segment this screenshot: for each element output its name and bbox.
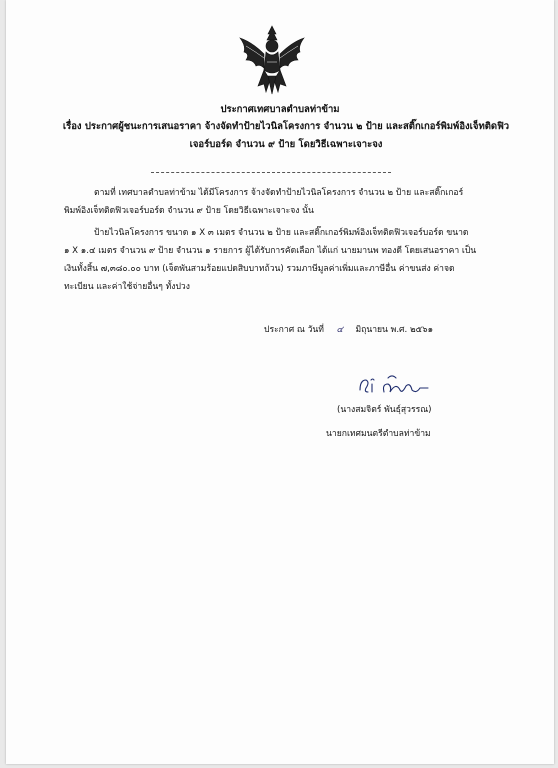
- signatory-name: (นางสมจิตร์ พันธุ์สุวรรณ): [337, 405, 432, 415]
- paragraph-2-line-4: ทะเบียน และค่าใช้จ่ายอื่นๆ ทั้งปวง: [64, 282, 190, 292]
- date-month-year: มิถุนายน พ.ศ. ๒๕๖๑: [355, 325, 434, 335]
- announcement-date: [264, 322, 504, 336]
- paragraph-2-line-3: เงินทั้งสิ้น ๗,๓๘๐.๐๐ บาท (เจ็ดพันสามร้อยแปดสิบบาทถ้วน) รวมภาษีมูลค่าเพิ่มและภาษีอื่น ค่าขนส่ง ค่าจด: [64, 264, 455, 274]
- signatory-position: นายกเทศมนตรีตำบลท่าข้าม: [326, 429, 431, 439]
- garuda-emblem-icon: [234, 24, 310, 98]
- paragraph-1-line-1: ตามที่ เทศบาลตำบลท่าข้าม ได้มีโครงการ จ้างจัดทำป้ายไวนิลโครงการ จำนวน ๒ ป้าย และสติ๊กเกอร์: [94, 188, 464, 198]
- paragraph-1-line-2: พิมพ์อิงเจ็ทติดฟิวเจอร์บอร์ด จำนวน ๙ ป้าย โดยวิธีเฉพาะเจาะจง นั้น: [64, 206, 314, 216]
- paragraph-1: [64, 184, 504, 220]
- paragraph-2-line-2: ๑ X ๑.๔ เมตร จำนวน ๙ ป้าย จำนวน ๑ รายการ ผู้ได้รับการคัดเลือก ได้แก่ นายมานพ ทองดี โดยเสนอราคา เป็น: [64, 246, 477, 256]
- date-prefix: ประกาศ ณ วันที่: [264, 325, 324, 335]
- paragraph-2: [64, 224, 504, 296]
- handwritten-signature: [354, 372, 434, 398]
- subject-line-2: เจอร์บอร์ด จำนวน ๙ ป้าย โดยวิธีเฉพาะเจาะจง: [189, 139, 383, 150]
- separator-line: [151, 172, 391, 173]
- announcement-title: ประกาศเทศบาลตำบลท่าข้าม: [220, 104, 340, 115]
- subject-block: [36, 118, 536, 154]
- date-day: ๔: [336, 325, 343, 335]
- document-page: [6, 0, 554, 764]
- paragraph-2-line-1: ป้ายไวนิลโครงการ ขนาด ๑ X ๓ เมตร จำนวน ๒ ป้าย และสติ๊กเกอร์พิมพ์อิงเจ็ทติดฟิวเจอร์บอร์ด ขนาด: [94, 228, 469, 238]
- subject-line-1: เรื่อง ประกาศผู้ชนะการเสนอราคา จ้างจัดทำป้ายไวนิลโครงการ จำนวน ๒ ป้าย และสติ๊กเกอร์พิมพ์อิงเจ็ทติดฟิว: [62, 121, 510, 132]
